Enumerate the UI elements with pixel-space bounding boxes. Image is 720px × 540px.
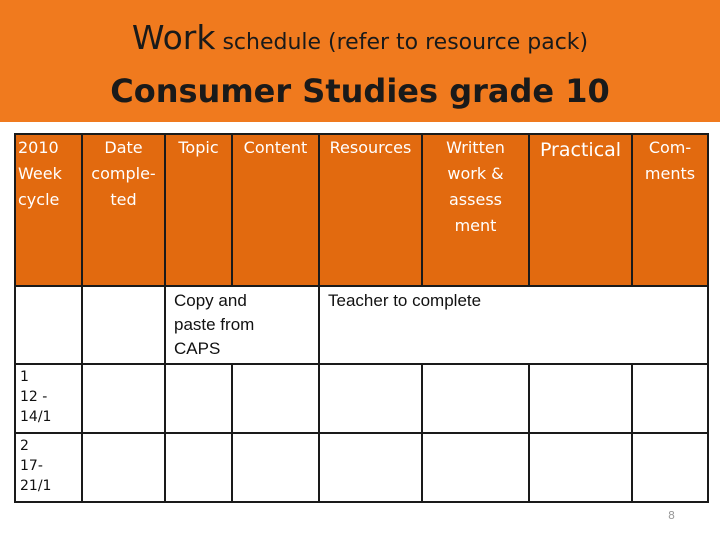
- copy-note-line: CAPS: [174, 339, 221, 358]
- teacher-to-complete-note: Teacher to complete: [319, 286, 708, 364]
- table-cell: [82, 364, 165, 433]
- table-cell: [232, 364, 319, 433]
- table-cell: [82, 286, 165, 364]
- header-week-cycle-line: cycle: [18, 190, 60, 209]
- header-written-line: ment: [454, 216, 497, 235]
- week-cycle-line: 14/1: [20, 409, 52, 425]
- copy-note-line: paste from: [174, 315, 255, 334]
- week-cycle-cell: [15, 433, 82, 502]
- table-cell: [165, 433, 232, 502]
- title-work-word: Work: [131, 18, 216, 57]
- table-cell: [422, 433, 529, 502]
- week-cycle-line: 21/1: [20, 478, 52, 494]
- header-date-line: ted: [110, 190, 137, 209]
- title-subtitle-text: schedule (refer to resource pack): [215, 30, 589, 55]
- table-cell: [232, 433, 319, 502]
- header-resources: [319, 134, 422, 286]
- copy-note-line: Copy and: [174, 291, 247, 310]
- page-number: 8: [668, 509, 675, 522]
- header-resources-label: Resources: [329, 138, 412, 157]
- table-cell: [422, 364, 529, 433]
- table-cell: [632, 364, 708, 433]
- page-title-line-1: [0, 18, 720, 57]
- header-content-label: Content: [243, 138, 308, 157]
- table-cell: [165, 364, 232, 433]
- header-week-cycle-line: Week: [18, 164, 62, 183]
- copy-from-caps-note: [165, 286, 319, 364]
- header-practical-label: Practical: [539, 139, 622, 161]
- header-written-line: Written: [446, 138, 505, 157]
- table-cell: [82, 433, 165, 502]
- header-content: [232, 134, 319, 286]
- table-row: [15, 364, 708, 433]
- header-written-line: work &: [447, 164, 504, 183]
- header-written-line: assess: [449, 190, 502, 209]
- week-cycle-line: 1: [20, 369, 29, 385]
- table-cell: [319, 433, 422, 502]
- week-cycle-line: 12 -: [20, 389, 48, 405]
- header-comments-line: ments: [644, 164, 696, 183]
- header-topic-label: Topic: [178, 138, 219, 157]
- header-date-line: comple-: [91, 164, 156, 183]
- table-cell: [529, 364, 632, 433]
- table-cell: [632, 433, 708, 502]
- table-cell: [529, 433, 632, 502]
- week-cycle-line: 2: [20, 438, 29, 454]
- header-comments-line: Com-: [648, 138, 692, 157]
- instruction-row: [15, 286, 708, 364]
- header-written-work: [422, 134, 529, 286]
- table-cell: [15, 286, 82, 364]
- work-schedule-table: [14, 133, 709, 503]
- week-cycle-cell: [15, 364, 82, 433]
- header-topic: [165, 134, 232, 286]
- header-date-completed: [82, 134, 165, 286]
- week-cycle-line: 17-: [20, 458, 43, 474]
- header-row: [15, 134, 708, 286]
- table-cell: [319, 364, 422, 433]
- header-practical: [529, 134, 632, 286]
- header-week-cycle: [15, 134, 82, 286]
- header-date-line: Date: [104, 138, 143, 157]
- page-title-line-2: Consumer Studies grade 10: [110, 72, 610, 110]
- table-row: [15, 433, 708, 502]
- header-comments: [632, 134, 708, 286]
- header-week-cycle-line: 2010: [18, 138, 59, 157]
